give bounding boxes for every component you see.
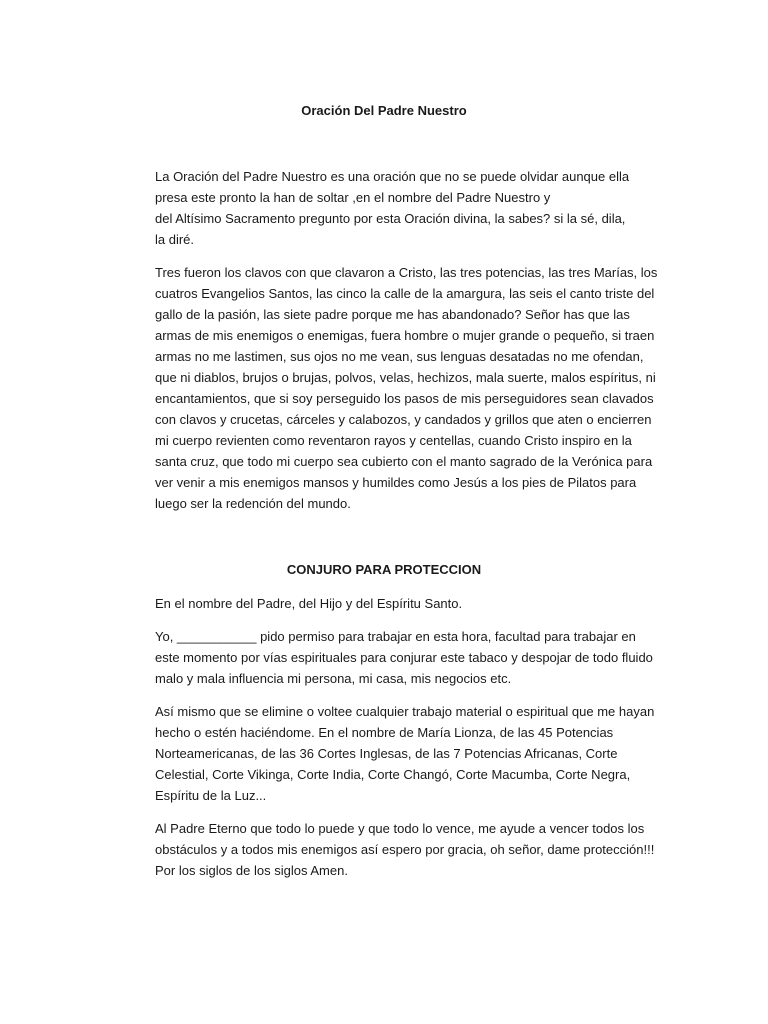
paragraph-line: que ni diablos, brujos o brujas, polvos, velas, hechizos, mala suerte, malos espíritus, ni (155, 370, 656, 385)
paragraph-padre-eterno (155, 818, 660, 881)
paragraph-line: este momento por vías espirituales para conjurar este tabaco y despojar de todo fluido (155, 650, 653, 665)
paragraph-line: del Altísimo Sacramento pregunto por esta Oración divina, la sabes? si la sé, dila, (155, 211, 626, 226)
paragraph-asi-mismo (155, 701, 660, 806)
paragraph-invocation (155, 593, 660, 614)
paragraph-line: Así mismo que se elimine o voltee cualquier trabajo material o espiritual que me hayan (155, 704, 655, 719)
paragraph-line: cuatros Evangelios Santos, las cinco la calle de la amargura, las seis el canto triste del (155, 286, 655, 301)
paragraph-line: Al Padre Eterno que todo lo puede y que todo lo vence, me ayude a vencer todos los (155, 821, 645, 836)
paragraph-line: encantamientos, que si soy perseguido los pasos de mis perseguidores sean clavados (155, 391, 654, 406)
paragraph-line: mi cuerpo revienten como reventaron rayos y centellas, cuando Cristo inspiro en la (155, 433, 632, 448)
section-title-padre-nuestro: Oración Del Padre Nuestro (301, 103, 467, 118)
paragraph-line: hecho o estén haciéndome. En el nombre de María Lionza, de las 45 Potencias (155, 725, 614, 740)
paragraph-line: La Oración del Padre Nuestro es una oración que no se puede olvidar aunque ella (155, 169, 630, 184)
paragraph-line: Por los siglos de los siglos Amen. (155, 863, 348, 878)
paragraph-line: obstáculos y a todos mis enemigos así espero por gracia, oh señor, dame protección!!! (155, 842, 655, 857)
paragraph-line: santa cruz, que todo mi cuerpo sea cubierto con el manto sagrado de la Verónica para (155, 454, 653, 469)
paragraph-tres-clavos (155, 262, 660, 514)
paragraph-line: Tres fueron los clavos con que clavaron a Cristo, las tres potencias, las tres Marías, los (155, 265, 658, 280)
paragraph-line: armas no me lastimen, sus ojos no me vean, sus lenguas desatadas no me ofendan, (155, 349, 644, 364)
paragraph-line: En el nombre del Padre, del Hijo y del Espíritu Santo. (155, 596, 463, 611)
paragraph-line: Yo, ___________ pido permiso para trabajar en esta hora, facultad para trabajar en (155, 629, 636, 644)
paragraph-line: Espíritu de la Luz... (155, 788, 267, 803)
paragraph-line: armas de mis enemigos o enemigas, fuera hombre o mujer grande o pequeño, si traen (155, 328, 655, 343)
section-title-conjuro: CONJURO PARA PROTECCION (286, 562, 482, 577)
paragraph-line: ver venir a mis enemigos mansos y humildes como Jesús a los pies de Pilatos para (155, 475, 637, 490)
paragraph-intro (155, 166, 660, 250)
paragraph-line: gallo de la pasión, las siete padre porque me has abandonado? Señor has que las (155, 307, 630, 322)
paragraph-line: presa este pronto la han de soltar ,en el nombre del Padre Nuestro y (155, 190, 551, 205)
paragraph-line: Celestial, Corte Vikinga, Corte India, Corte Changó, Corte Macumba, Corte Negra, (155, 767, 631, 782)
paragraph-line: Norteamericanas, de las 36 Cortes Inglesas, de las 7 Potencias Africanas, Corte (155, 746, 618, 761)
paragraph-line: luego ser la redención del mundo. (155, 496, 351, 511)
paragraph-line: la diré. (155, 232, 195, 247)
paragraph-line: malo y mala influencia mi persona, mi casa, mis negocios etc. (155, 671, 512, 686)
paragraph-line: con clavos y crucetas, cárceles y calabozos, y candados y grillos que aten o encierren (155, 412, 652, 427)
paragraph-permiso (155, 626, 660, 689)
